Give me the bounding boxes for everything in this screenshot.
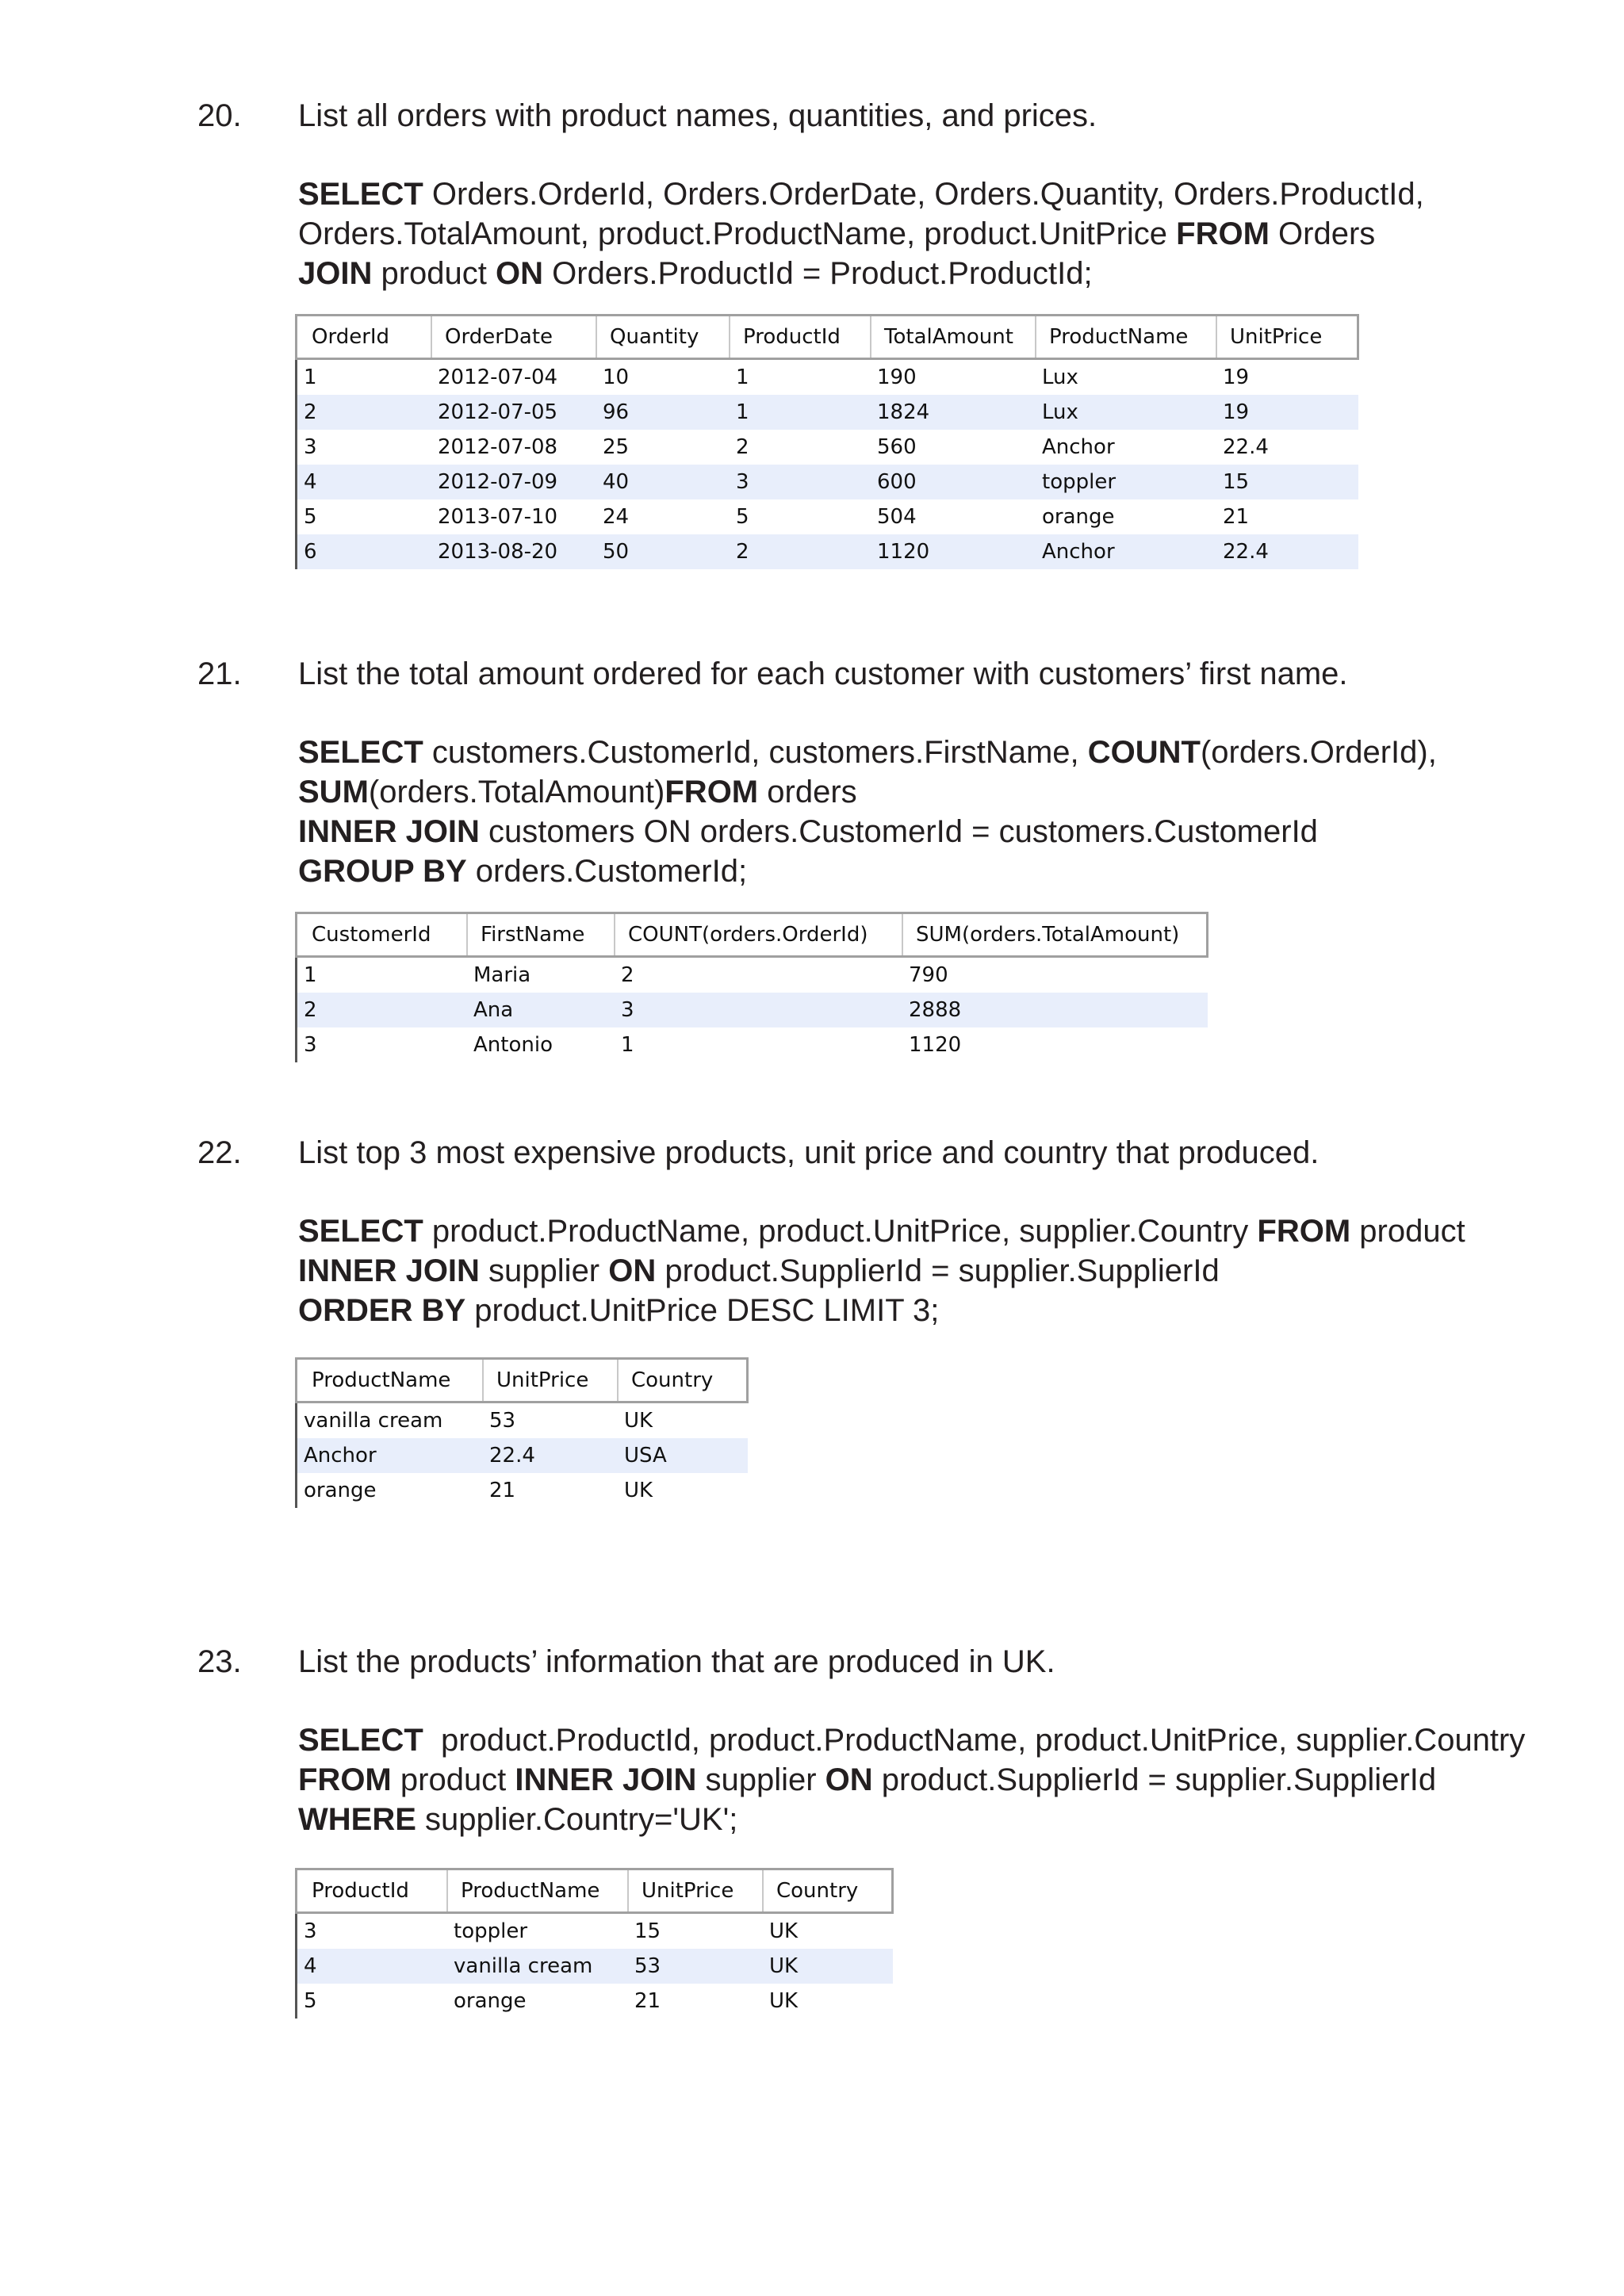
table-cell: 19 — [1216, 359, 1358, 396]
table-cell: 2012-07-08 — [431, 430, 596, 465]
table-cell: Maria — [467, 957, 615, 993]
sql-keyword: COUNT — [1087, 735, 1201, 770]
sql-line — [298, 1760, 1525, 1800]
column-header: Quantity — [596, 316, 730, 359]
table-cell: toppler — [1036, 465, 1216, 499]
table-cell: 22.4 — [1216, 430, 1358, 465]
sql-query — [298, 733, 1437, 891]
sql-text: (orders.OrderId), — [1200, 735, 1437, 770]
table-cell: Lux — [1036, 395, 1216, 430]
sql-keyword: SELECT — [298, 735, 423, 770]
table-cell: 53 — [483, 1402, 618, 1439]
table-cell: 1 — [730, 359, 871, 396]
table-cell: 2012-07-04 — [431, 359, 596, 396]
table-row — [297, 957, 1208, 993]
table-cell: 1120 — [871, 534, 1036, 569]
sql-keyword: INNER JOIN — [298, 1253, 480, 1288]
sql-text: product.ProductId, product.ProductName, product.UnitPrice, supplier.Country — [423, 1723, 1526, 1758]
question-prompt: List the total amount ordered for each customer with customers’ first name. — [298, 656, 1348, 691]
table-row — [297, 1027, 1208, 1062]
question-number: 20. — [197, 98, 242, 133]
column-header: ProductId — [730, 316, 871, 359]
result-table — [295, 1868, 894, 2019]
table-cell: 21 — [628, 1984, 763, 2019]
table-cell: 3 — [297, 430, 432, 465]
sql-text: product.ProductName, product.UnitPrice, supplier.Country — [423, 1214, 1258, 1249]
sql-text: product — [391, 1762, 515, 1797]
table-cell: 40 — [596, 465, 730, 499]
table-cell: toppler — [447, 1913, 628, 1950]
sql-line — [298, 1251, 1465, 1291]
table-cell: 21 — [483, 1473, 618, 1508]
table-cell: 5 — [297, 499, 432, 534]
sql-keyword: ON — [825, 1762, 873, 1797]
table-cell: 3 — [615, 993, 902, 1027]
table-cell: 1 — [730, 395, 871, 430]
table-cell: 2012-07-09 — [431, 465, 596, 499]
table-cell: Antonio — [467, 1027, 615, 1062]
column-header: Country — [618, 1359, 748, 1402]
sql-text: customers.CustomerId, customers.FirstName, — [423, 735, 1088, 770]
sql-keyword: FROM — [1257, 1214, 1351, 1249]
result-table — [295, 314, 1359, 569]
table-cell: 2 — [730, 534, 871, 569]
table-cell: 15 — [628, 1913, 763, 1950]
table-cell: 3 — [297, 1027, 468, 1062]
table-cell: Anchor — [297, 1438, 484, 1473]
sql-query — [298, 174, 1424, 293]
table-row — [297, 395, 1358, 430]
column-header: CustomerId — [297, 913, 468, 957]
table-cell: Anchor — [1036, 430, 1216, 465]
table-header-row — [297, 316, 1358, 359]
table-cell: 2 — [730, 430, 871, 465]
sql-keyword: FROM — [298, 1762, 392, 1797]
sql-text: Orders.TotalAmount, product.ProductName, product.UnitPrice — [298, 216, 1177, 251]
table-row — [297, 359, 1358, 396]
column-header: OrderDate — [431, 316, 596, 359]
result-table — [295, 912, 1208, 1062]
table-cell: 2013-08-20 — [431, 534, 596, 569]
table-cell: 2012-07-05 — [431, 395, 596, 430]
table-cell: 25 — [596, 430, 730, 465]
table-cell: USA — [618, 1438, 748, 1473]
result-table — [295, 1357, 749, 1508]
question-number: 23. — [197, 1644, 242, 1679]
sql-text: orders.CustomerId; — [466, 854, 748, 889]
table-cell: 2888 — [902, 993, 1208, 1027]
sql-keyword: GROUP BY — [298, 854, 467, 889]
sql-keyword: JOIN — [298, 256, 373, 291]
table-row — [297, 1984, 893, 2019]
sql-keyword: WHERE — [298, 1802, 416, 1837]
column-header: SUM(orders.TotalAmount) — [902, 913, 1208, 957]
table-cell: 1120 — [902, 1027, 1208, 1062]
table-cell: vanilla cream — [297, 1402, 484, 1439]
table-cell: 5 — [297, 1984, 448, 2019]
sql-keyword: SUM — [298, 775, 369, 809]
sql-text: Orders — [1269, 216, 1376, 251]
table-cell: 96 — [596, 395, 730, 430]
table-row — [297, 1473, 748, 1508]
sql-text: product — [1350, 1214, 1465, 1249]
table-cell: 15 — [1216, 465, 1358, 499]
sql-keyword: ON — [496, 256, 544, 291]
question-prompt: List the products’ information that are produced in UK. — [298, 1644, 1055, 1679]
sql-keyword: INNER JOIN — [298, 814, 480, 849]
table-cell: 190 — [871, 359, 1036, 396]
column-header: ProductName — [1036, 316, 1216, 359]
table-row — [297, 1402, 748, 1439]
sql-line — [298, 733, 1437, 772]
table-cell: Ana — [467, 993, 615, 1027]
column-header: COUNT(orders.OrderId) — [615, 913, 902, 957]
sql-line — [298, 1211, 1465, 1251]
column-header: Country — [763, 1869, 893, 1913]
sql-text: product.SupplierId = supplier.SupplierId — [872, 1762, 1437, 1797]
table-header-row — [297, 913, 1208, 957]
sql-text: Orders.ProductId = Product.ProductId; — [543, 256, 1093, 291]
table-cell: 790 — [902, 957, 1208, 993]
sql-text: supplier — [696, 1762, 825, 1797]
table-row — [297, 465, 1358, 499]
table-cell: 1 — [297, 957, 468, 993]
table-row — [297, 1438, 748, 1473]
table-header-row — [297, 1359, 748, 1402]
table-cell: 3 — [297, 1913, 448, 1950]
sql-text: supplier.Country='UK'; — [416, 1802, 738, 1837]
sql-line — [298, 1291, 1465, 1330]
table-cell: 50 — [596, 534, 730, 569]
table-cell: 560 — [871, 430, 1036, 465]
table-cell: 21 — [1216, 499, 1358, 534]
table-cell: UK — [618, 1402, 748, 1439]
table-cell: 4 — [297, 465, 432, 499]
table-cell: 2 — [297, 395, 432, 430]
sql-line — [298, 174, 1424, 214]
table-row — [297, 430, 1358, 465]
sql-line — [298, 1720, 1525, 1760]
question-prompt: List top 3 most expensive products, unit price and country that produced. — [298, 1135, 1320, 1170]
column-header: ProductName — [297, 1359, 484, 1402]
sql-line — [298, 772, 1437, 812]
sql-line — [298, 254, 1424, 293]
table-cell: 1 — [297, 359, 432, 396]
table-cell: 6 — [297, 534, 432, 569]
sql-query — [298, 1720, 1525, 1839]
table-cell: 504 — [871, 499, 1036, 534]
table-row — [297, 1949, 893, 1984]
sql-keyword: ON — [608, 1253, 657, 1288]
table-row — [297, 534, 1358, 569]
question-number: 21. — [197, 656, 242, 691]
sql-line — [298, 1800, 1525, 1839]
sql-text: customers ON orders.CustomerId = customers.CustomerId — [479, 814, 1318, 849]
table-cell: orange — [447, 1984, 628, 2019]
table-cell: UK — [618, 1473, 748, 1508]
column-header: OrderId — [297, 316, 432, 359]
sql-keyword: ORDER BY — [298, 1293, 466, 1328]
sql-line — [298, 214, 1424, 254]
sql-text: product — [372, 256, 496, 291]
column-header: TotalAmount — [871, 316, 1036, 359]
table-cell: UK — [763, 1949, 893, 1984]
column-header: UnitPrice — [628, 1869, 763, 1913]
table-cell: 10 — [596, 359, 730, 396]
sql-text: supplier — [479, 1253, 609, 1288]
table-cell: 2 — [297, 993, 468, 1027]
table-cell: 1 — [615, 1027, 902, 1062]
sql-text: product.SupplierId = supplier.SupplierId — [656, 1253, 1220, 1288]
table-cell: UK — [763, 1913, 893, 1950]
column-header: ProductId — [297, 1869, 448, 1913]
sql-keyword: SELECT — [298, 1723, 423, 1758]
table-cell: 2013-07-10 — [431, 499, 596, 534]
table-row — [297, 1913, 893, 1950]
sql-query — [298, 1211, 1465, 1330]
sql-line — [298, 851, 1437, 891]
table-cell: 22.4 — [1216, 534, 1358, 569]
table-cell: UK — [763, 1984, 893, 2019]
table-cell: 24 — [596, 499, 730, 534]
table-row — [297, 993, 1208, 1027]
table-cell: 2 — [615, 957, 902, 993]
table-cell: 3 — [730, 465, 871, 499]
column-header: UnitPrice — [483, 1359, 618, 1402]
column-header: UnitPrice — [1216, 316, 1358, 359]
table-cell: 53 — [628, 1949, 763, 1984]
column-header: ProductName — [447, 1869, 628, 1913]
sql-text: (orders.TotalAmount) — [368, 775, 665, 809]
table-cell: vanilla cream — [447, 1949, 628, 1984]
sql-text: orders — [758, 775, 857, 809]
table-cell: Anchor — [1036, 534, 1216, 569]
table-cell: 600 — [871, 465, 1036, 499]
sql-keyword: INNER JOIN — [515, 1762, 697, 1797]
sql-keyword: FROM — [665, 775, 759, 809]
question-number: 22. — [197, 1135, 242, 1170]
sql-keyword: FROM — [1176, 216, 1270, 251]
sql-text: product.UnitPrice DESC LIMIT 3; — [465, 1293, 940, 1328]
table-cell: 22.4 — [483, 1438, 618, 1473]
table-cell: 1824 — [871, 395, 1036, 430]
table-cell: orange — [1036, 499, 1216, 534]
table-header-row — [297, 1869, 893, 1913]
sql-keyword: SELECT — [298, 1214, 423, 1249]
table-cell: orange — [297, 1473, 484, 1508]
sql-keyword: SELECT — [298, 177, 423, 212]
table-cell: 19 — [1216, 395, 1358, 430]
table-cell: 5 — [730, 499, 871, 534]
sql-line — [298, 812, 1437, 851]
sql-text: Orders.OrderId, Orders.OrderDate, Orders.Quantity, Orders.ProductId, — [423, 177, 1424, 212]
column-header: FirstName — [467, 913, 615, 957]
table-cell: 4 — [297, 1949, 448, 1984]
question-prompt: List all orders with product names, quantities, and prices. — [298, 98, 1097, 133]
table-row — [297, 499, 1358, 534]
table-cell: Lux — [1036, 359, 1216, 396]
